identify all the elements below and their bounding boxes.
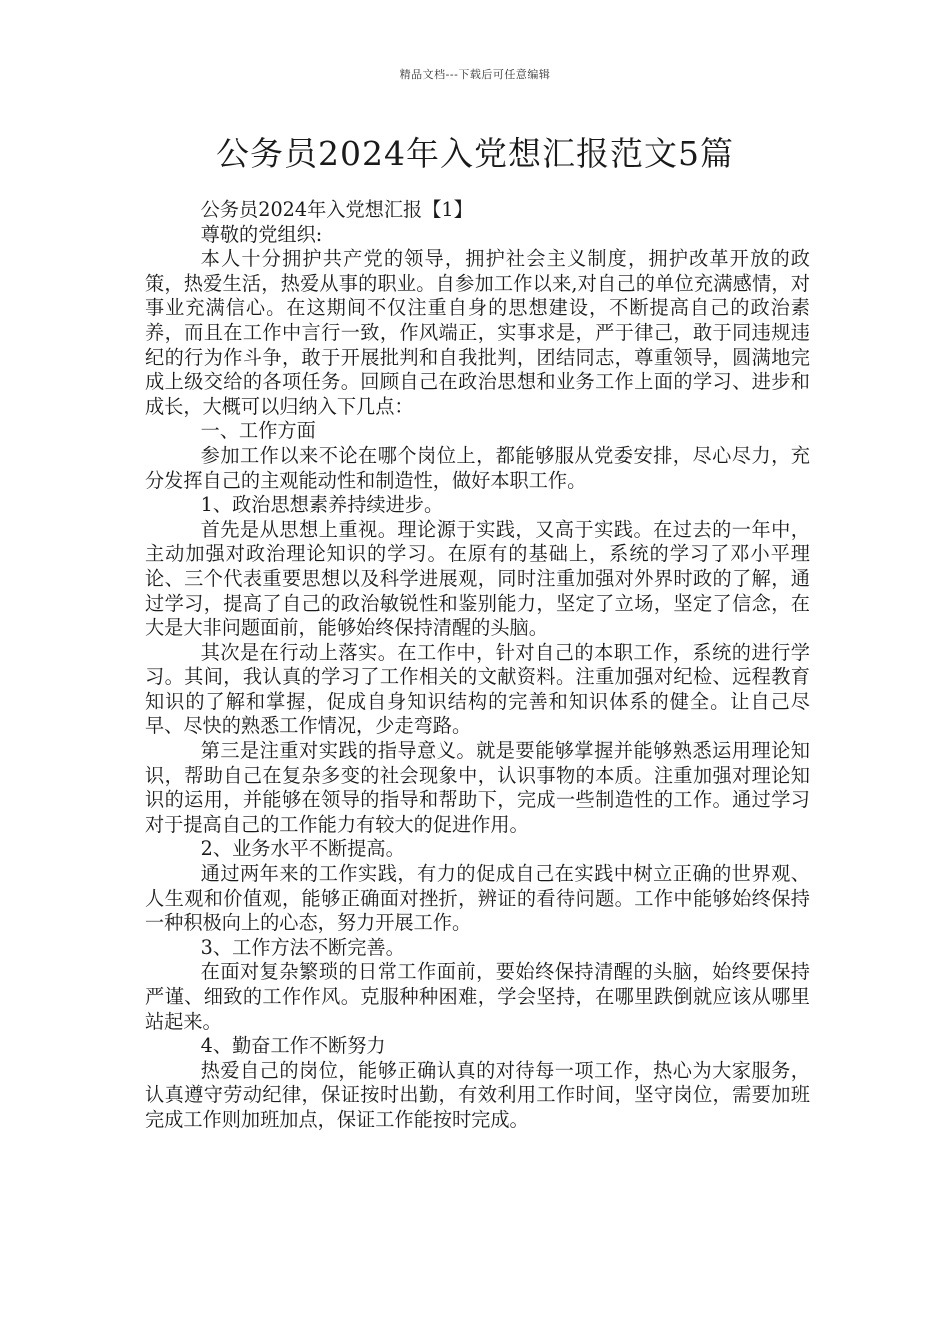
body-paragraph: 参加工作以来不论在哪个岗位上，都能够服从党委安排，尽心尽力，充分发挥自己的主观能动性和制造性，做好本职工作。	[145, 443, 810, 492]
document-header-note: 精品文档---下载后可任意编辑	[399, 68, 551, 81]
document-title: 公务员2024年入党想汇报范文5篇	[216, 134, 734, 173]
subsection-heading: 一、工作方面	[200, 419, 316, 443]
list-heading: 2、业务水平不断提高。	[200, 837, 405, 861]
document-body	[145, 198, 810, 1133]
section-heading: 公务员2024年入党想汇报【1】	[200, 198, 473, 221]
salutation: 尊敬的党组织:	[200, 222, 323, 246]
body-paragraph: 第三是注重对实践的指导意义。就是要能够掌握并能够熟悉运用理论知识，帮助自己在复杂多变的社会现象中，认识事物的本质。注重加强对理论知识的运用，并能够在领导的指导和帮助下，完成一些制造性的工作。通过学习对于提高自己的工作能力有较大的促进作用。	[145, 739, 810, 836]
list-heading: 3、工作方法不断完善。	[200, 935, 405, 959]
list-heading: 1、政治思想素养持续进步。	[200, 493, 444, 517]
body-paragraph: 其次是在行动上落实。在工作中，针对自己的本职工作，系统的进行学习。其间，我认真的学习了工作相关的文献资料。注重加强对纪检、远程教育知识的了解和掌握，促成自身知识结构的完善和知识体系的健全。让自己尽早、尽快的熟悉工作情况，少走弯路。	[145, 640, 810, 738]
body-paragraph: 在面对复杂繁琐的日常工作面前，要始终保持清醒的头脑，始终要保持严谨、细致的工作作风。克服种种困难，学会坚持，在哪里跌倒就应该从哪里站起来。	[145, 960, 810, 1033]
body-paragraph: 通过两年来的工作实践，有力的促成自己在实践中树立正确的世界观、人生观和价值观，能够正确面对挫折，辨证的看待问题。工作中能够始终保持一种积极向上的心态，努力开展工作。	[145, 862, 810, 935]
body-paragraph: 热爱自己的岗位，能够正确认真的对待每一项工作，热心为大家服务，认真遵守劳动纪律，保证按时出勤，有效利用工作时间，坚守岗位，需要加班完成工作则加班加点，保证工作能按时完成。	[145, 1058, 810, 1131]
body-paragraph: 首先是从思想上重视。理论源于实践，又高于实践。在过去的一年中，主动加强对政治理论知识的学习。在原有的基础上，系统的学习了邓小平理论、三个代表重要思想以及科学进展观，同时注重加强对外界时政的了解，通过学习，提高了自己的政治敏锐性和鉴别能力，坚定了立场，坚定了信念，在大是大非问题面前，能够始终保持清醒的头脑。	[145, 517, 810, 640]
body-paragraph: 本人十分拥护共产党的领导，拥护社会主义制度，拥护改革开放的政策，热爱生活，热爱从事的职业。自参加工作以来,对自己的单位充满感情，对事业充满信心。在这期间不仅注重自身的思想建设，不断提高自己的政治素养，而且在工作中言行一致，作风端正，实事求是，严于律己，敢于同违规违纪的行为作斗争，敢于开展批判和自我批判，团结同志，尊重领导，圆满地完成上级交给的各项任务。回顾自己在政治思想和业务工作上面的学习、进步和成长，大概可以归纳入下几点：	[145, 247, 810, 418]
list-heading: 4、勤奋工作不断努力	[200, 1034, 386, 1058]
